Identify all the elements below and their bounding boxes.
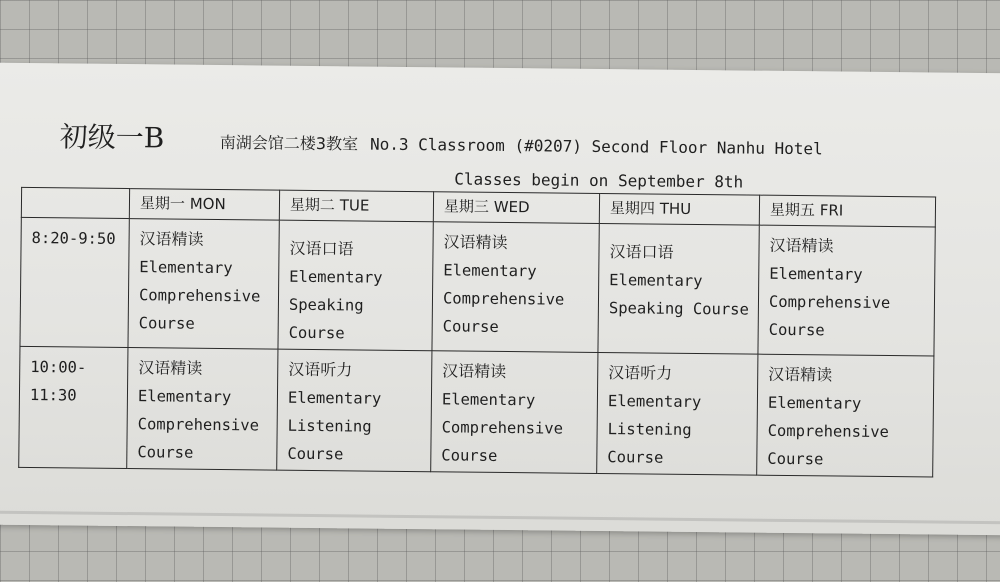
course-cell [431, 351, 598, 474]
location-chinese: 南湖会馆二楼3教室 [219, 133, 359, 154]
course-cell [277, 349, 432, 472]
course-name-en: Elementary Comprehensive Course [442, 261, 565, 336]
course-name-en: Elementary Comprehensive Course [768, 264, 891, 340]
time-slot: 10:00-11:30 [19, 346, 128, 468]
course-cell [598, 223, 759, 354]
course-cell [757, 354, 934, 477]
day-header-fri: 星期五 FRI [759, 195, 935, 227]
day-header-wed: 星期三 WED [433, 192, 599, 224]
course-name-cn: 汉语精读 [769, 235, 834, 256]
location-english: No.3 Classroom (#0207) Second Floor Nanhu Hotel [369, 134, 823, 159]
course-name-en: Elementary Listening Course [607, 392, 702, 467]
schedule-table [18, 187, 936, 478]
course-cell [597, 352, 758, 475]
day-header-thu: 星期四 THU [599, 193, 759, 225]
course-name-cn: 汉语精读 [443, 232, 508, 253]
time-slot: 8:20-9:50 [20, 217, 129, 347]
sheet-header [59, 115, 823, 163]
course-name-en: Elementary Speaking Course [288, 267, 383, 343]
course-cell [127, 348, 278, 471]
class-level: 初级一B [59, 120, 165, 155]
table-row [19, 346, 934, 477]
course-cell [432, 222, 599, 353]
course-name-en: Elementary Comprehensive Course [767, 393, 890, 469]
course-name-cn: 汉语精读 [442, 361, 507, 382]
course-cell [128, 219, 279, 350]
corner-cell [21, 187, 129, 218]
course-name-cn: 汉语精读 [139, 229, 204, 249]
course-name-cn: 汉语精读 [138, 358, 203, 378]
course-name-en: Elementary Comprehensive Course [137, 387, 260, 462]
course-name-cn: 汉语口语 [609, 242, 674, 262]
timetable-sheet [0, 63, 1000, 536]
course-name-en: Elementary Listening Course [287, 388, 382, 464]
day-header-mon: 星期一 MON [129, 189, 279, 221]
start-date: Classes begin on September 8th [454, 169, 744, 192]
table-row [20, 217, 935, 356]
course-name-en: Elementary Comprehensive Course [441, 390, 564, 465]
day-header-tue: 星期二 TUE [279, 190, 433, 222]
paper-fold-line [0, 511, 1000, 525]
course-name-cn: 汉语听力 [608, 363, 673, 383]
course-name-en: Elementary Comprehensive Course [138, 258, 261, 333]
course-name-cn: 汉语口语 [289, 238, 354, 259]
course-cell [758, 225, 935, 356]
course-name-en: Elementary Speaking Course [608, 271, 749, 319]
course-name-cn: 汉语听力 [288, 359, 353, 380]
course-name-cn: 汉语精读 [768, 364, 833, 385]
course-cell [278, 220, 433, 351]
classroom-location [220, 130, 823, 159]
